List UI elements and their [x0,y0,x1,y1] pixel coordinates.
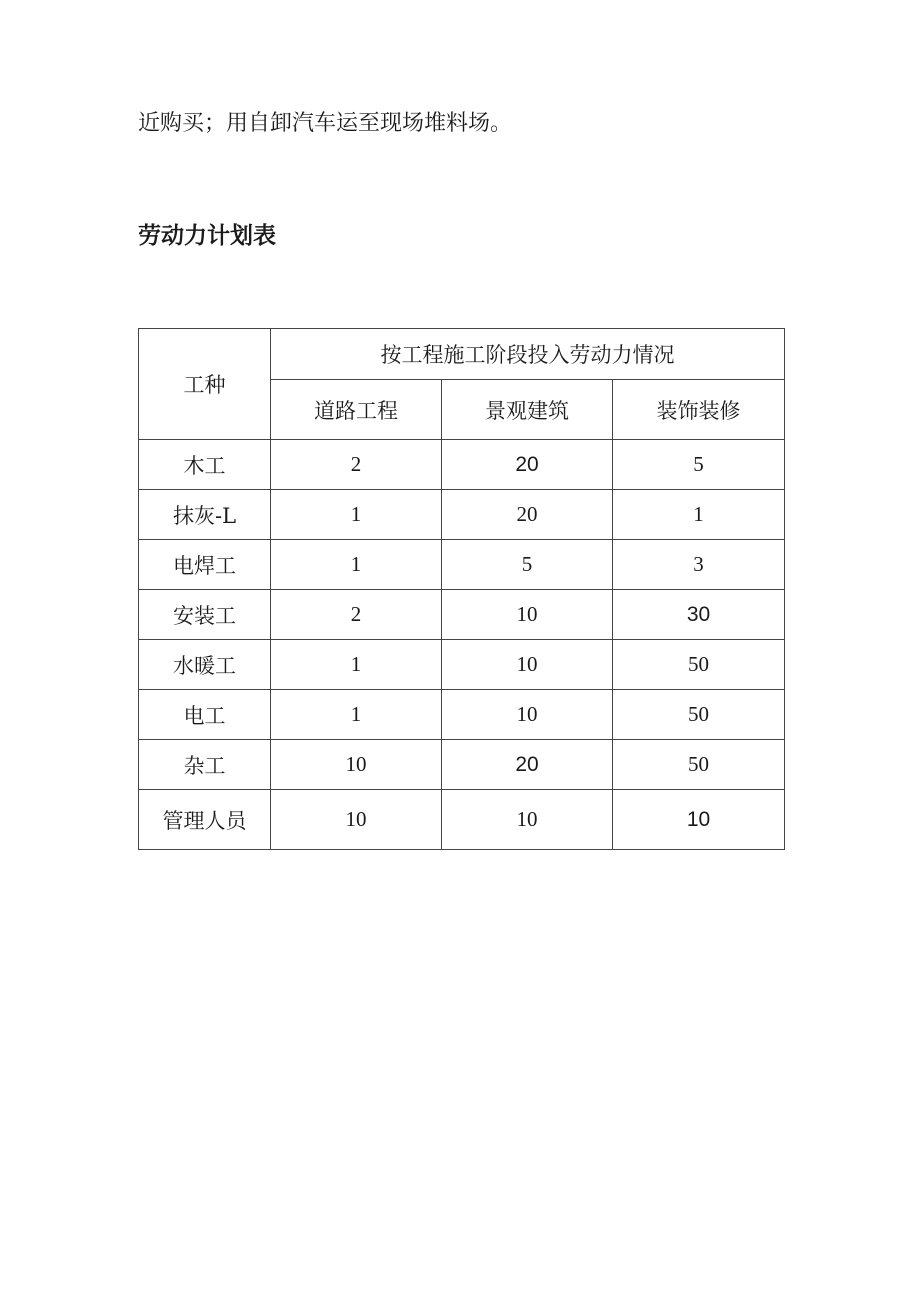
value-cell: 10 [442,690,613,740]
value-cell: 1 [271,540,442,590]
value-cell: 5 [442,540,613,590]
value-cell: 30 [613,590,785,640]
value-cell: 10 [442,590,613,640]
trade-cell: 安装工 [139,590,271,640]
trade-cell: 管理人员 [139,790,271,850]
phase-group-header: 按工程施工阶段投入劳动力情况 [271,329,785,380]
value-cell: 1 [271,690,442,740]
table-row [139,540,785,590]
value-cell: 3 [613,540,785,590]
phase-header-decoration: 装饰装修 [613,380,785,440]
value-cell: 50 [613,690,785,740]
table-row [139,790,785,850]
value-cell: 50 [613,740,785,790]
value-cell: 20 [442,440,613,490]
value-cell: 5 [613,440,785,490]
trade-cell: 抹灰-L [139,490,271,540]
table-row [139,490,785,540]
value-cell: 2 [271,440,442,490]
value-cell: 20 [442,740,613,790]
value-cell: 10 [271,740,442,790]
phase-header-road: 道路工程 [271,380,442,440]
value-cell: 10 [442,790,613,850]
trade-cell: 杂工 [139,740,271,790]
table-row [139,690,785,740]
value-cell: 1 [613,490,785,540]
value-cell: 10 [271,790,442,850]
value-cell: 1 [271,640,442,690]
table-row [139,640,785,690]
table-header-row [139,329,785,380]
trade-cell: 水暖工 [139,640,271,690]
table-row [139,590,785,640]
labor-plan-table [138,328,785,850]
phase-header-landscape: 景观建筑 [442,380,613,440]
value-cell: 10 [442,640,613,690]
section-title: 劳动力计划表 [138,223,276,249]
value-cell: 10 [613,790,785,850]
value-cell: 2 [271,590,442,640]
table-row [139,440,785,490]
trade-column-header: 工种 [139,329,271,440]
table-row [139,740,785,790]
intro-text: 近购买；用自卸汽车运至现场堆料场。 [138,111,513,136]
trade-cell: 木工 [139,440,271,490]
value-cell: 50 [613,640,785,690]
value-cell: 20 [442,490,613,540]
trade-cell: 电焊工 [139,540,271,590]
value-cell: 1 [271,490,442,540]
trade-cell: 电工 [139,690,271,740]
